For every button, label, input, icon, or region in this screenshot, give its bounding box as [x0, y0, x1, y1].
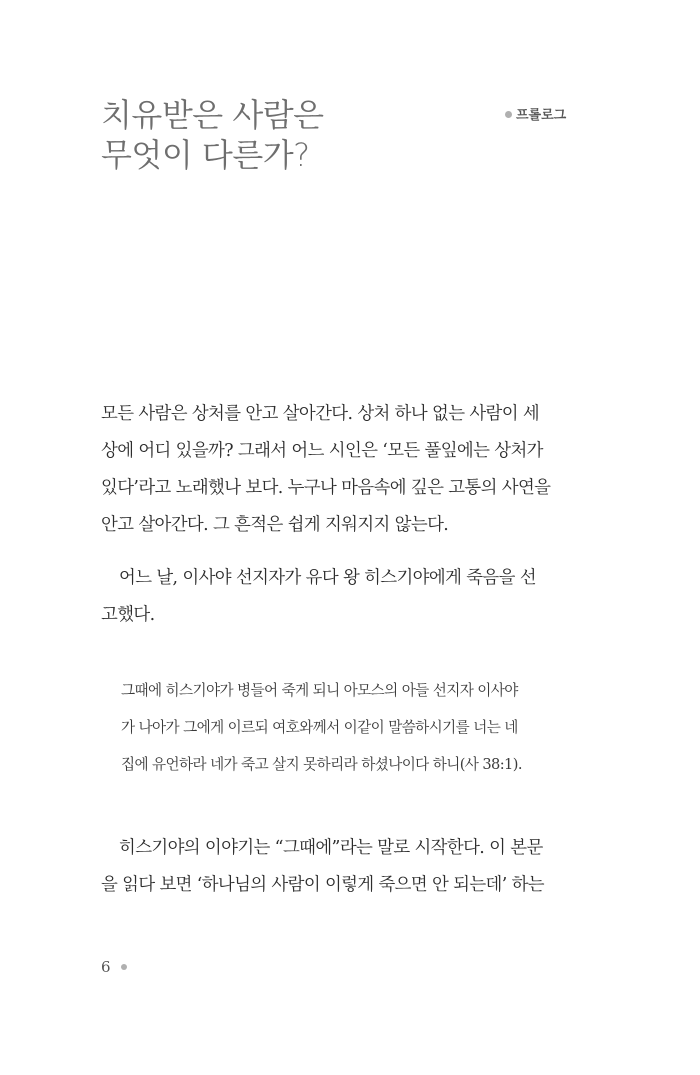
- page-number: 6: [101, 958, 111, 976]
- paragraph-3: [101, 830, 585, 904]
- chapter-title-line-2: 무엇이 다른가?: [101, 136, 310, 174]
- bullet-dot-icon: [505, 111, 512, 118]
- paragraph-line: 어느 날, 이사야 선지자가 유다 왕 히스기야에게 죽음을 선: [119, 568, 536, 588]
- paragraph-line: 안고 살아간다. 그 흔적은 쉽게 지워지지 않는다.: [101, 515, 449, 535]
- chapter-title-line-1: 치유받은 사람은: [101, 96, 324, 134]
- paragraph-line: 을 읽다 보면 ‘하나님의 사람이 이렇게 죽으면 안 되는데’ 하는: [101, 875, 544, 895]
- paragraph-2: [101, 560, 585, 634]
- scripture-quote: [121, 672, 581, 783]
- quote-line: 그때에 히스기야가 병들어 죽게 되니 아모스의 아들 선지자 이사야: [121, 682, 518, 699]
- quote-line: 가 나아가 그에게 이르되 여호와께서 이같이 말씀하시기를 너는 네: [121, 719, 518, 736]
- quote-line: 집에 유언하라 네가 죽고 살지 못하리라 하셨나이다 하니(사 38:1).: [121, 756, 522, 773]
- paragraph-line: 모든 사람은 상처를 안고 살아간다. 상처 하나 없는 사람이 세: [101, 404, 540, 424]
- paragraph-line: 있다’라고 노래했나 보다. 누구나 마음속에 깊은 고통의 사연을: [101, 478, 551, 498]
- paragraph-1: [101, 396, 585, 544]
- paragraph-line: 고했다.: [101, 605, 155, 625]
- chapter-title: [101, 95, 324, 175]
- page-footer: [101, 958, 127, 976]
- folio-dot-icon: [121, 964, 127, 970]
- paragraph-line: 히스기야의 이야기는 “그때에”라는 말로 시작한다. 이 본문: [119, 838, 543, 858]
- section-label-text: 프롤로그: [516, 108, 567, 123]
- paragraph-line: 상에 어디 있을까? 그래서 어느 시인은 ‘모든 풀잎에는 상처가: [101, 441, 543, 461]
- section-label: [505, 104, 566, 123]
